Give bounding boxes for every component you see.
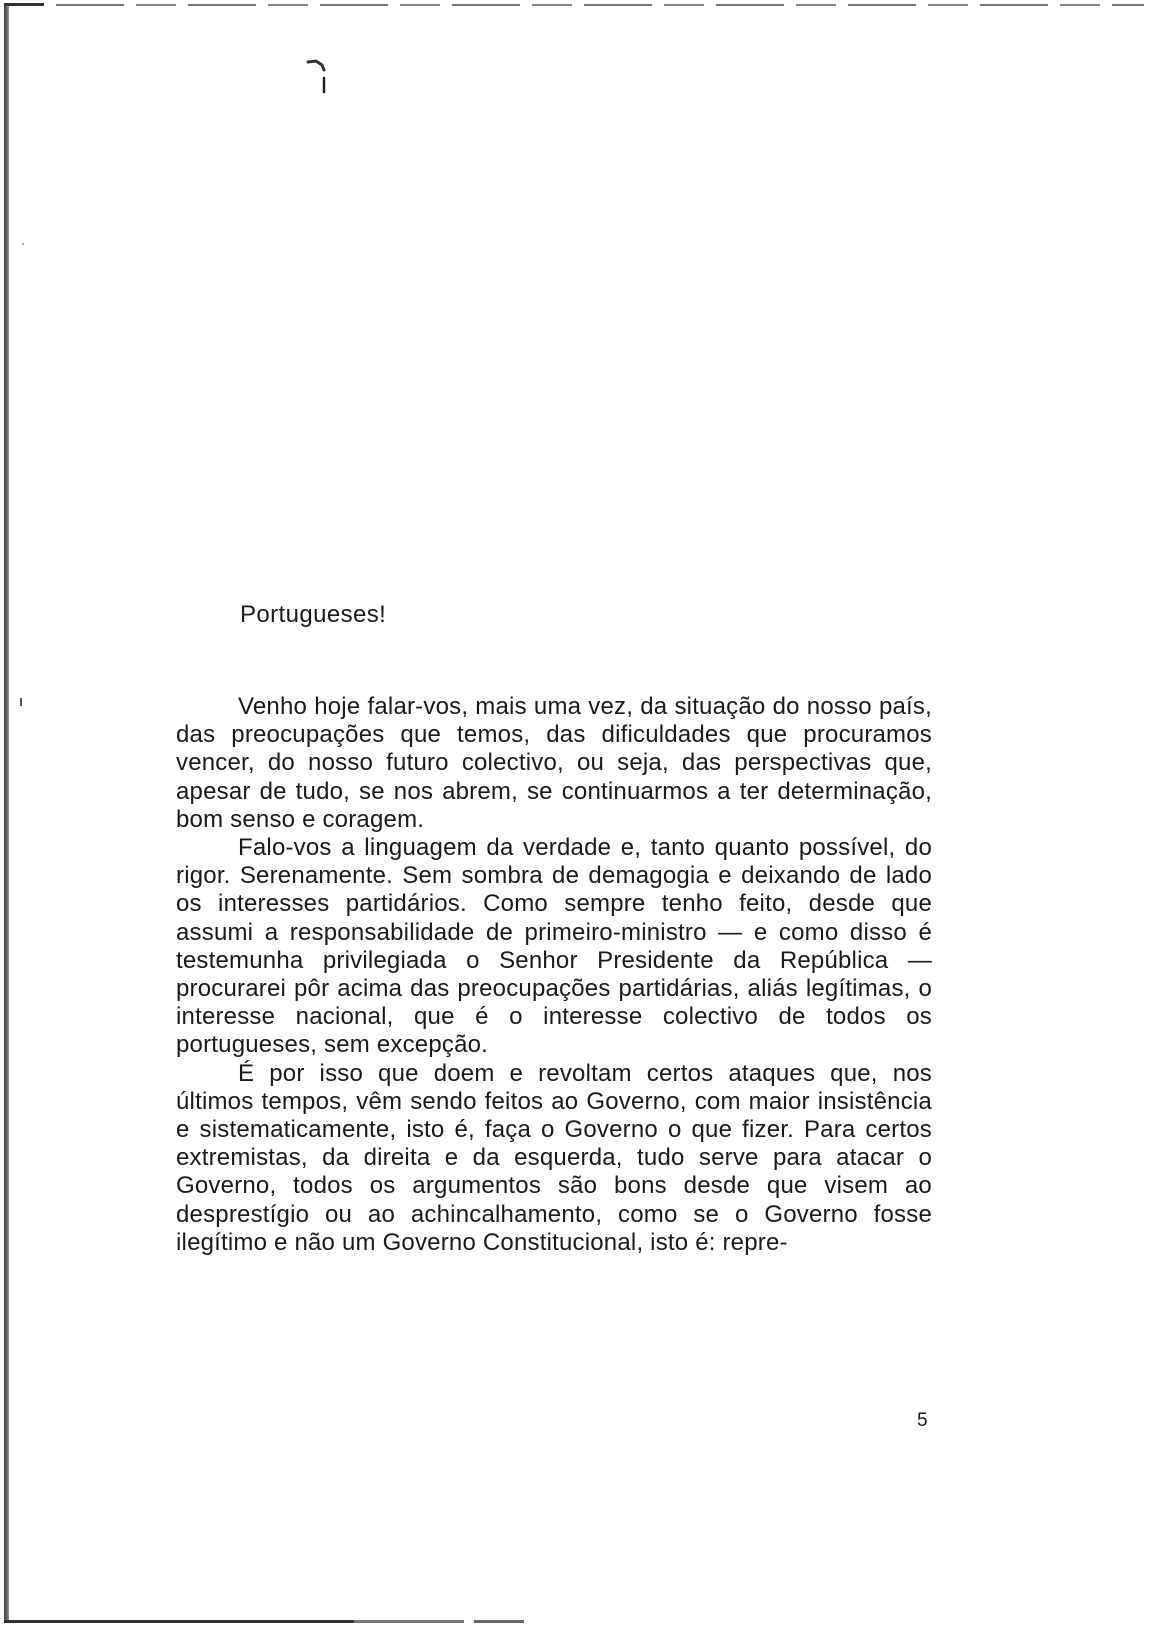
scan-top-edge xyxy=(4,4,1144,6)
page-number: 5 xyxy=(917,1410,928,1431)
scan-speck xyxy=(22,243,24,245)
scan-mark xyxy=(306,58,334,98)
paragraph: Falo-vos a linguagem da verdade e, tanto quanto possível, do rigor. Serenamente. Sem sombra de demagogia e deixando de lado os interesses partidários. Como sempre tenho feito, desde que assumi a responsabilidade de primeiro-ministro — e como disso é testemunha privilegiada o Senhor Presidente da República — procurarei pôr acima das preocupações partidárias, aliás legítimas, o interesse nacional, que é o interesse colectivo de todos os portugueses, sem excepção. xyxy=(176,834,932,1059)
scan-top-corner xyxy=(4,3,44,6)
scan-speck xyxy=(20,698,22,706)
greeting-heading: Portugueses! xyxy=(240,601,387,628)
paragraph: Venho hoje falar-vos, mais uma vez, da situação do nosso país, das preocupações que temos, das dificuldades que procuramos vencer, do nosso futuro colectivo, ou seja, das perspectivas que, apesar de tudo, se nos abrem, se continuarmos a ter determinação, bom senso e coragem. xyxy=(176,693,932,833)
body-text xyxy=(176,693,932,1257)
paragraph: É por isso que doem e revoltam certos ataques que, nos últimos tempos, vêm sendo feitos ao Governo, com maior insistência e sistematicamente, isto é, faça o Governo o que fizer. Para certos extremistas, da direita e da esquerda, tudo serve para atacar o Governo, todos os argumentos são bons desde que visem ao desprestígio ou ao achincalhamento, como se o Governo fosse ilegítimo e não um Governo Constitucional, isto é: repre- xyxy=(176,1059,932,1256)
scan-bottom-edge xyxy=(4,1620,524,1623)
scan-left-edge xyxy=(4,4,9,1622)
